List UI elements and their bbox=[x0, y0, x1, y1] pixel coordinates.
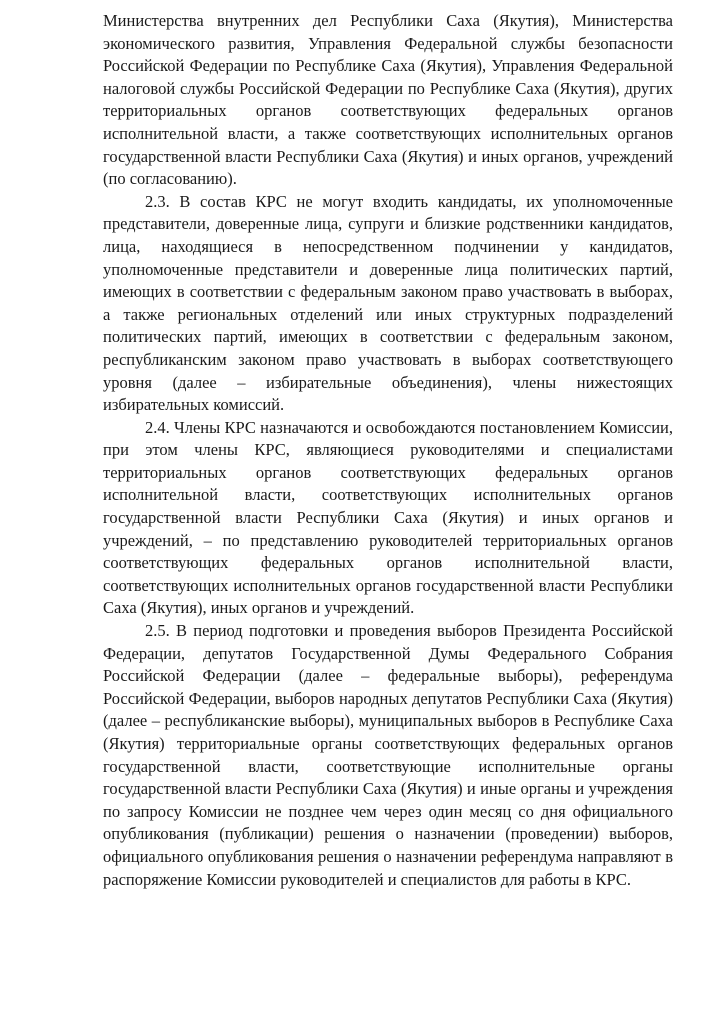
paragraph-continuation: Министерства внутренних дел Республики Саха (Якутия), Министерства экономического развития, Управления Федеральной службы безопасности Российской Федерации по Республике Саха (Якутия), Управления Федеральной налоговой службы Российской Федерации по Республике Саха (Якутия), других территориальных органов соответствующих федеральных органов исполнительной власти, а также соответствующих исполнительных органов государственной власти Республики Саха (Якутия) и иных органов, учреждений (по согласованию). bbox=[103, 11, 673, 189]
paragraph-2-3: 2.3. В состав КРС не могут входить кандидаты, их уполномоченные представители, доверенные лица, супруги и близкие родственники кандидатов, лица, находящиеся в непосредственном подчинении у кандидатов, уполномоченные представители и доверенные лица политических партий, имеющих в соответствии с федеральным законом право участвовать в выборах, а также региональных отделений или иных структурных подразделений политических партий, имеющих в соответствии с федеральным законом, республиканским законом право участвовать в выборах соответствующего уровня (далее – избирательные объединения), члены нижестоящих избирательных комиссий. bbox=[103, 191, 673, 415]
paragraph-2-4: 2.4. Члены КРС назначаются и освобождаются постановлением Комиссии, при этом члены КРС, являющиеся руководителями и специалистами территориальных органов соответствующих федеральных органов исполнительной власти, соответствующих исполнительных органов государственной власти Республики Саха (Якутия) и иных органов и учреждений, – по представлению руководителей территориальных органов соответствующих федеральных органов исполнительной власти, соответствующих исполнительных органов государственной власти Республики Саха (Якутия), иных органов и учреждений. bbox=[103, 417, 673, 618]
document-page bbox=[103, 10, 673, 891]
paragraph-2-5: 2.5. В период подготовки и проведения выборов Президента Российской Федерации, депутатов Государственной Думы Федерального Собрания Российской Федерации (далее – федеральные выборы), референдума Российской Федерации, выборов народных депутатов Республики Саха (Якутия) (далее – республиканские выборы), муниципальных выборов в Республике Саха (Якутия) территориальные органы соответствующих федеральных органов государственной власти, соответствующие исполнительные органы государственной власти Республики Саха (Якутия) и иные органы и учреждения по запросу Комиссии не позднее чем через один месяц со дня официального опубликования (публикации) решения о назначении (проведении) выборов, официального опубликования решения о назначении референдума направляют в распоряжение Комиссии руководителей и специалистов для работы в КРС. bbox=[103, 621, 673, 889]
